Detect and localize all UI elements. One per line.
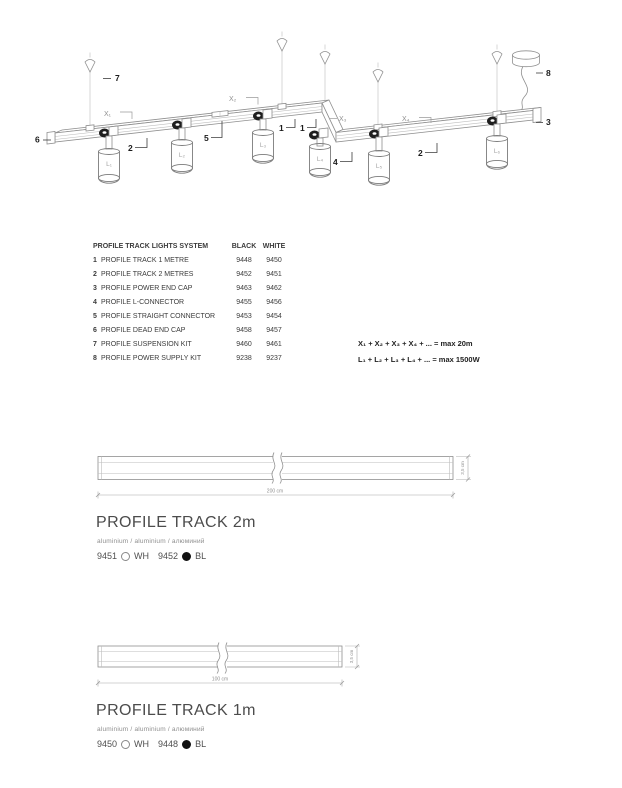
row-number: 4 bbox=[93, 298, 97, 306]
white-code: 9462 bbox=[266, 284, 282, 292]
label-straight-connector: 5 bbox=[204, 133, 209, 143]
length-dimension: 200 cm bbox=[266, 488, 284, 495]
table-row bbox=[93, 253, 293, 267]
table-row bbox=[93, 351, 293, 365]
suspension-wires bbox=[90, 51, 497, 129]
white-color-icon bbox=[121, 740, 130, 749]
table-row bbox=[93, 281, 293, 295]
row-number: 6 bbox=[93, 326, 97, 334]
power-supply-icon bbox=[513, 51, 540, 112]
white-variant bbox=[97, 739, 149, 749]
black-code: 9452 bbox=[158, 551, 179, 561]
track-1m-materials: aluminium / aluminium / алюминий bbox=[97, 726, 205, 733]
white-code: 9461 bbox=[266, 340, 282, 348]
dead-end-cap bbox=[47, 132, 55, 145]
white-code: 9450 bbox=[266, 256, 282, 264]
spotlight-icon bbox=[253, 109, 274, 163]
spotlight-icon bbox=[99, 126, 120, 183]
label-track-1m: 1 bbox=[279, 123, 284, 133]
length-dimension: 100 cm bbox=[211, 676, 229, 683]
black-code: 9448 bbox=[158, 739, 179, 749]
product-name: PROFILE TRACK 2 METRES bbox=[101, 270, 194, 278]
product-name: PROFILE SUSPENSION KIT bbox=[101, 340, 192, 348]
table-title: PROFILE TRACK LIGHTS SYSTEM bbox=[93, 242, 209, 250]
track-1m-drawing bbox=[96, 642, 360, 687]
white-code: 9454 bbox=[266, 312, 282, 320]
white-code: 9237 bbox=[266, 354, 282, 362]
system-limits bbox=[358, 336, 480, 368]
product-name: PROFILE TRACK 1 METRE bbox=[101, 256, 189, 264]
black-code: 9238 bbox=[236, 354, 252, 362]
label-track-2m: 2 bbox=[128, 143, 133, 153]
light-label: L₂ bbox=[178, 152, 186, 159]
installation-diagram bbox=[35, 32, 551, 186]
track-2m-title: PROFILE TRACK 2m bbox=[96, 514, 256, 531]
white-code: 9457 bbox=[266, 326, 282, 334]
product-name: PROFILE STRAIGHT CONNECTOR bbox=[101, 312, 216, 320]
row-number: 1 bbox=[93, 256, 97, 264]
spotlight-icon bbox=[487, 114, 508, 169]
table-row bbox=[93, 267, 293, 281]
spotlight-icon bbox=[172, 118, 193, 173]
column-black: BLACK bbox=[231, 242, 257, 250]
black-label: BL bbox=[195, 551, 207, 561]
height-dimension: 3,5 cm bbox=[460, 461, 465, 475]
light-label: L₆ bbox=[493, 148, 501, 155]
row-number: 7 bbox=[93, 340, 97, 348]
label-dead-end-cap: 6 bbox=[35, 134, 40, 145]
product-name: PROFILE POWER END CAP bbox=[101, 284, 193, 292]
product-table bbox=[93, 239, 293, 365]
profile-track-lower bbox=[336, 108, 540, 143]
white-code: 9456 bbox=[266, 298, 282, 306]
spotlight-icon bbox=[309, 128, 331, 177]
track-2m-drawing bbox=[96, 452, 471, 499]
white-variant bbox=[97, 551, 149, 561]
black-code: 9460 bbox=[236, 340, 252, 348]
x3-label: X₃ bbox=[339, 116, 347, 123]
label-l-connector: 4 bbox=[333, 157, 338, 167]
track-1m-codes bbox=[97, 739, 206, 749]
label-power-end-cap: 3 bbox=[546, 117, 551, 127]
black-code: 9458 bbox=[236, 326, 252, 334]
label-track-2m: 2 bbox=[418, 148, 423, 158]
white-color-icon bbox=[121, 552, 130, 561]
white-code: 9451 bbox=[266, 270, 282, 278]
light-label: L₅ bbox=[375, 163, 383, 170]
black-variant bbox=[158, 551, 206, 561]
black-color-icon bbox=[182, 552, 191, 561]
white-label: WH bbox=[134, 551, 150, 561]
profile-track-upper bbox=[55, 100, 329, 142]
table-header bbox=[93, 239, 293, 253]
formula-max-length: X₁ + X₂ + X₃ + X₄ + ... = max 20m bbox=[358, 339, 473, 348]
black-code: 9463 bbox=[236, 284, 252, 292]
suspension-cone-icon bbox=[85, 32, 502, 83]
label-power-supply-kit: 8 bbox=[546, 68, 551, 78]
x4-label: X₄ bbox=[402, 116, 410, 123]
white-label: WH bbox=[134, 739, 150, 749]
row-number: 2 bbox=[93, 270, 97, 278]
black-code: 9448 bbox=[236, 256, 252, 264]
row-number: 8 bbox=[93, 354, 97, 362]
table-row bbox=[93, 309, 293, 323]
row-number: 5 bbox=[93, 312, 97, 320]
track-2m-materials: aluminium / aluminium / алюминий bbox=[97, 538, 205, 545]
black-color-icon bbox=[182, 740, 191, 749]
product-name: PROFILE POWER SUPPLY KIT bbox=[101, 354, 202, 362]
table-row bbox=[93, 295, 293, 309]
black-label: BL bbox=[195, 739, 207, 749]
track-1m-title: PROFILE TRACK 1m bbox=[96, 702, 256, 719]
table-row bbox=[93, 337, 293, 351]
white-code: 9450 bbox=[97, 739, 118, 749]
x2-label: X₂ bbox=[229, 96, 237, 103]
x1-label: X₁ bbox=[104, 111, 112, 118]
product-name: PROFILE DEAD END CAP bbox=[101, 326, 186, 334]
product-name: PROFILE L-CONNECTOR bbox=[101, 298, 185, 306]
label-track-1m: 1 bbox=[300, 123, 305, 133]
light-label: L₁ bbox=[106, 161, 112, 168]
black-code: 9455 bbox=[236, 298, 252, 306]
row-number: 3 bbox=[93, 284, 97, 292]
light-label: L₄ bbox=[316, 156, 324, 163]
label-suspension-kit: 7 bbox=[115, 73, 120, 83]
table-row bbox=[93, 323, 293, 337]
spotlight-icon bbox=[369, 127, 390, 185]
height-dimension: 3,5 cm bbox=[349, 649, 354, 664]
black-variant bbox=[158, 739, 206, 749]
formula-max-power: L₁ + L₂ + L₃ + L₄ + ... = max 1500W bbox=[358, 355, 480, 364]
power-end-cap bbox=[533, 108, 541, 123]
black-code: 9452 bbox=[236, 270, 252, 278]
track-2m-codes bbox=[97, 551, 206, 561]
white-code: 9451 bbox=[97, 551, 118, 561]
column-white: WHITE bbox=[262, 242, 286, 250]
light-label: L₃ bbox=[259, 142, 267, 149]
black-code: 9453 bbox=[236, 312, 252, 320]
